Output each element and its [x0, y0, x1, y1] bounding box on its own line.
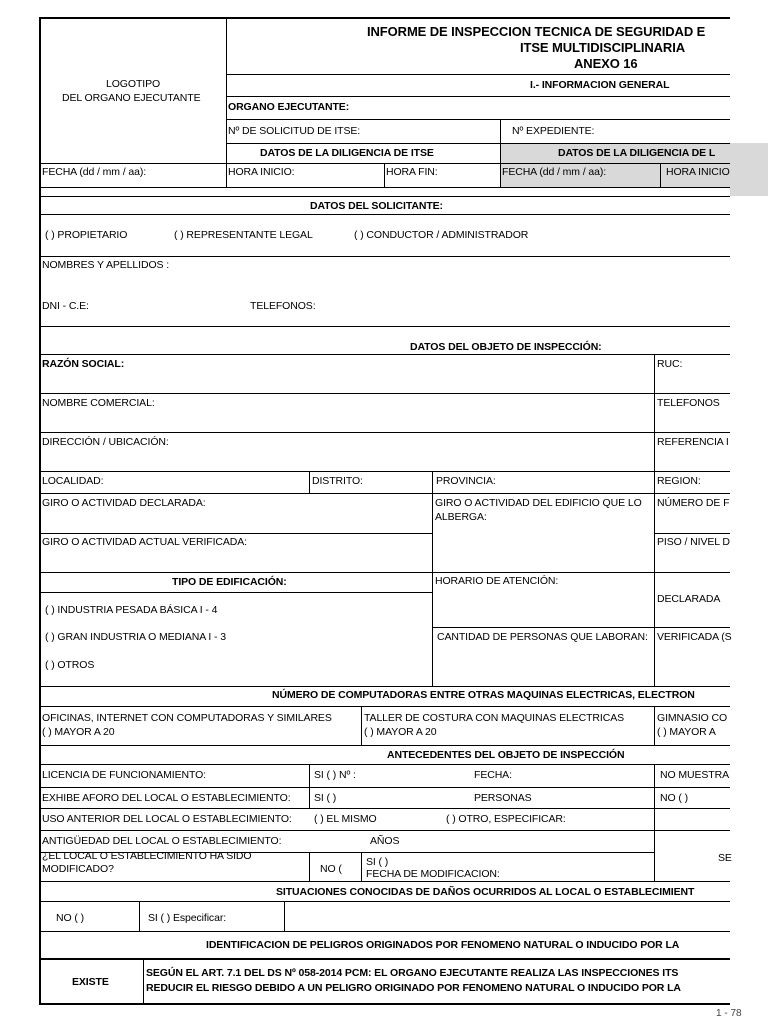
fecha-label: FECHA (dd / mm / aa): — [42, 166, 147, 178]
declarada-label: DECLARADA — [657, 593, 721, 605]
section-danos: SITUACIONES CONOCIDAS DE DAÑOS OCURRIDOS AL LOCAL O ESTABLECIMIENT — [276, 886, 695, 898]
hline — [39, 686, 730, 687]
logo-label: LOGOTIPO — [106, 78, 161, 90]
hline — [39, 533, 432, 534]
peligros-text: SEGÚN EL ART. 7.1 DEL DS Nº 058-2014 PCM: EL ORGANO EJECUTANTE REALIZA LAS INSPECCIONES ITS — [146, 967, 679, 979]
solicitud-label: Nº DE SOLICITUD DE ITSE: — [228, 125, 361, 137]
option-propietario[interactable]: ( ) PROPIETARIO — [45, 229, 128, 241]
page-number: 1 - 78 — [716, 1008, 742, 1019]
uso-otro-option[interactable]: ( ) OTRO, ESPECIFICAR: — [446, 813, 566, 825]
hline — [39, 706, 730, 707]
peligros-text-2: REDUCIR EL RIESGO DEBIDO A UN PELIGRO ORIGINADO POR FENOMENO NATURAL O INDUCIDO POR LA — [146, 982, 681, 994]
hline — [39, 354, 730, 355]
vline — [309, 471, 310, 493]
anos-label: AÑOS — [370, 835, 400, 847]
piso-label: PISO / NIVEL D — [657, 536, 730, 548]
vline — [309, 852, 310, 881]
tipo-edificacion-header: TIPO DE EDIFICACIÓN: — [172, 576, 287, 588]
cantidad-label: CANTIDAD DE PERSONAS QUE LABORAN: — [437, 631, 648, 643]
no-muestra-label: NO MUESTRA — [660, 769, 730, 781]
gimnasio-label: GIMNASIO CO — [657, 712, 728, 724]
horario-label: HORARIO DE ATENCIÓN: — [435, 575, 559, 587]
hora-fin-label: HORA FIN: — [386, 166, 438, 178]
form-annex: ANEXO 16 — [574, 56, 638, 71]
ruc-label: RUC: — [657, 358, 683, 370]
aforo-si-option[interactable]: SI ( ) — [314, 792, 337, 804]
section-solicitante: DATOS DEL SOLICITANTE: — [310, 200, 443, 212]
licencia-fecha-label: FECHA: — [474, 769, 512, 781]
telefonos-label: TELEFONOS: — [250, 300, 316, 312]
section-peligros: IDENTIFICACION DE PELIGROS ORIGINADOS POR FENOMENO NATURAL O INDUCIDO POR LA — [206, 939, 680, 951]
antiguedad-label: ANTIGÜEDAD DEL LOCAL O ESTABLECIMIENTO: — [42, 835, 282, 847]
section-objeto: DATOS DEL OBJETO DE INSPECCIÓN: — [410, 341, 602, 353]
referencia-label: REFERENCIA I — [657, 436, 729, 448]
verificada-label: VERIFICADA (S — [657, 631, 732, 643]
uso-mismo-option[interactable]: ( ) EL MISMO — [314, 813, 377, 825]
option-conductor[interactable]: ( ) CONDUCTOR / ADMINISTRADOR — [354, 229, 529, 241]
hline — [39, 592, 432, 593]
vline — [654, 354, 655, 686]
giro-edificio-label-2: ALBERGA: — [435, 511, 487, 523]
option-otros[interactable]: ( ) OTROS — [45, 659, 95, 671]
danos-no-option[interactable]: NO ( ) — [56, 912, 84, 924]
hline — [226, 96, 730, 97]
hline — [39, 901, 730, 902]
option-taller-mayor[interactable]: ( ) MAYOR A 20 — [364, 726, 437, 738]
hline — [226, 143, 730, 144]
logo-label-2: DEL ORGANO EJECUTANTE — [62, 92, 201, 104]
aforo-no-option[interactable]: NO ( ) — [660, 792, 688, 804]
vline — [500, 119, 501, 187]
vline — [654, 764, 655, 881]
border-top — [39, 17, 730, 19]
section-computadoras: NÚMERO DE COMPUTADORAS ENTRE OTRAS MAQUINAS ELECTRICAS, ELECTRON — [272, 689, 695, 701]
region-label: REGION: — [657, 475, 701, 487]
hline — [39, 393, 730, 394]
hline — [39, 432, 730, 433]
section-general: I.- INFORMACION GENERAL — [530, 79, 670, 91]
hline — [39, 187, 730, 188]
side-tab — [730, 143, 768, 196]
hline — [655, 533, 730, 534]
licencia-label: LICENCIA DE FUNCIONAMIENTO: — [42, 769, 206, 781]
provincia-label: PROVINCIA: — [436, 475, 496, 487]
modificado-label: ¿EL LOCAL O ESTABLECIMIENTO HA SIDO — [42, 850, 252, 862]
form-title: INFORME DE INSPECCION TECNICA DE SEGURIDAD E — [367, 24, 706, 39]
expediente-label: Nº EXPEDIENTE: — [512, 125, 595, 137]
hline — [39, 214, 730, 215]
nombre-comercial-label: NOMBRE COMERCIAL: — [42, 397, 155, 409]
hline — [39, 881, 730, 882]
hline — [39, 471, 730, 472]
giro-edificio-label: GIRO O ACTIVIDAD DEL EDIFICIO QUE LO — [435, 497, 642, 509]
vline — [361, 852, 362, 881]
option-industria-pesada[interactable]: ( ) INDUSTRIA PESADA BÁSICA I - 4 — [45, 604, 218, 616]
hora-inicio-label-2: HORA INICIO — [666, 166, 730, 178]
diligencia-header: DATOS DE LA DILIGENCIA DE ITSE — [260, 147, 434, 159]
distrito-label: DISTRITO: — [312, 475, 363, 487]
hline — [226, 74, 730, 75]
dni-label: DNI - C.E: — [42, 300, 89, 312]
se-label: SE — [718, 852, 732, 864]
option-representante[interactable]: ( ) REPRESENTANTE LEGAL — [174, 229, 313, 241]
organo-label: ORGANO EJECUTANTE: — [228, 101, 350, 113]
hline — [39, 764, 730, 765]
personas-label: PERSONAS — [474, 792, 532, 804]
hline — [226, 119, 730, 120]
danos-si-option[interactable]: SI ( ) Especificar: — [148, 912, 227, 924]
giro-declarada-label: GIRO O ACTIVIDAD DECLARADA: — [42, 497, 206, 509]
aforo-label: EXHIBE AFORO DEL LOCAL O ESTABLECIMIENTO: — [42, 792, 291, 804]
vline — [432, 471, 433, 686]
vline — [654, 706, 655, 745]
telefonos-objeto-label: TELEFONOS — [657, 397, 720, 409]
hline — [39, 196, 730, 197]
hline — [39, 572, 730, 573]
hline — [39, 493, 730, 494]
border-left — [39, 17, 41, 1005]
diligencia-header-2: DATOS DE LA DILIGENCIA DE L — [558, 147, 716, 159]
border-bottom — [39, 1003, 730, 1005]
licencia-si-option[interactable]: SI ( ) Nº : — [314, 769, 356, 781]
nombres-label: NOMBRES Y APELLIDOS : — [42, 259, 170, 271]
vline — [660, 163, 661, 187]
giro-verificada-label: GIRO O ACTIVIDAD ACTUAL VERIFICADA: — [42, 536, 247, 548]
hline — [39, 931, 730, 932]
modificado-label-2: MODIFICADO? — [42, 863, 114, 875]
vline — [361, 706, 362, 745]
option-gran-industria[interactable]: ( ) GRAN INDUSTRIA O MEDIANA I - 3 — [45, 631, 226, 643]
vline — [309, 764, 310, 808]
option-gimnasio-mayor[interactable]: ( ) MAYOR A — [657, 726, 716, 738]
hline — [39, 787, 730, 788]
hline — [39, 256, 730, 257]
option-oficinas-mayor[interactable]: ( ) MAYOR A 20 — [42, 726, 115, 738]
direccion-label: DIRECCIÓN / UBICACIÓN: — [42, 436, 169, 448]
vline — [384, 163, 385, 187]
section-antecedentes: ANTECEDENTES DEL OBJETO DE INSPECCIÓN — [387, 749, 625, 761]
razon-label: RAZÓN SOCIAL: — [42, 358, 125, 370]
oficinas-label: OFICINAS, INTERNET CON COMPUTADORAS Y SIMILARES — [42, 712, 332, 724]
fecha-modificacion-label: FECHA DE MODIFICACION: — [366, 868, 500, 880]
numero-label: NÚMERO DE F — [657, 497, 730, 509]
fecha-label-2: FECHA (dd / mm / aa): — [502, 166, 607, 178]
form-subtitle: ITSE MULTIDISCIPLINARIA — [520, 40, 686, 55]
uso-label: USO ANTERIOR DEL LOCAL O ESTABLECIMIENTO: — [42, 813, 292, 825]
vline — [143, 958, 144, 1003]
existe-label: EXISTE — [72, 976, 109, 988]
vline — [139, 901, 140, 931]
taller-label: TALLER DE COSTURA CON MAQUINAS ELECTRICAS — [364, 712, 625, 724]
hline — [39, 326, 730, 327]
hline — [39, 830, 730, 831]
hline — [432, 627, 730, 628]
localidad-label: LOCALIDAD: — [42, 475, 104, 487]
logo-divider — [226, 17, 227, 187]
hline — [39, 745, 730, 746]
hora-inicio-label: HORA INICIO: — [228, 166, 295, 178]
hline — [39, 808, 730, 809]
modificado-si-option[interactable]: SI ( ) — [366, 856, 389, 868]
modificado-no-option[interactable]: NO ( — [320, 863, 342, 875]
vline — [284, 901, 285, 931]
